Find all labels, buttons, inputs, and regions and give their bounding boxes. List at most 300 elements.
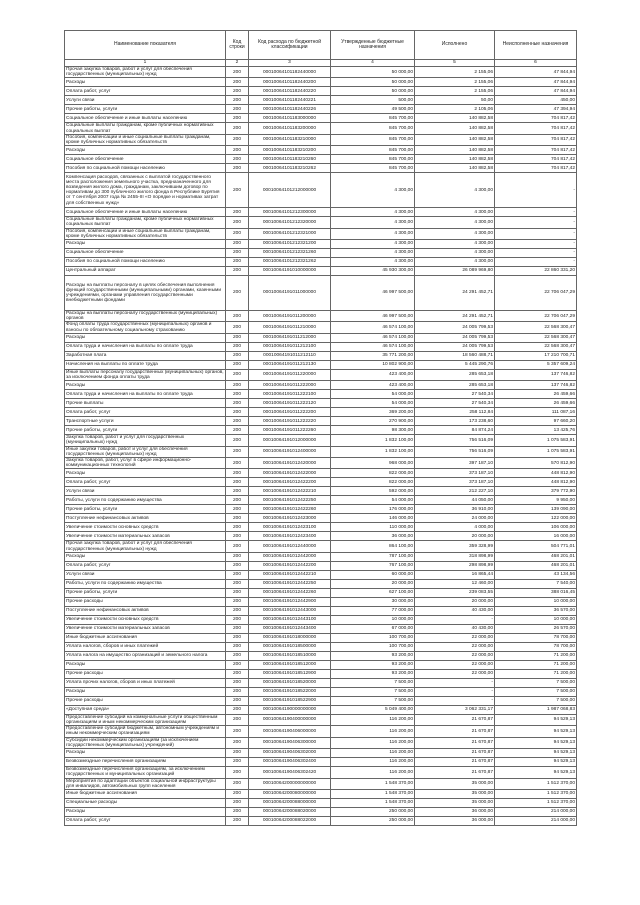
cell-executed: 21 670,87 — [415, 714, 495, 725]
table-row — [65, 446, 577, 457]
table-row — [65, 217, 577, 228]
cell-approved: 46 997 500,00 — [331, 311, 415, 322]
cell-unexecuted: 13 425,76 — [495, 426, 577, 435]
cell-line-code: 200 — [226, 807, 249, 816]
table-row — [65, 660, 577, 669]
cell-indicator-name: Оплата работ, услуг — [65, 561, 226, 570]
cell-unexecuted: - — [495, 240, 577, 249]
cell-classification-code: 00010064101182440221 — [249, 96, 331, 105]
cell-line-code: 200 — [226, 758, 249, 767]
cell-executed: 258 112,84 — [415, 408, 495, 417]
cell-classification-code: 00010064191018512900 — [249, 669, 331, 678]
cell-line-code: 200 — [226, 789, 249, 798]
cell-line-code: 200 — [226, 726, 249, 737]
cell-line-code: 200 — [226, 487, 249, 496]
cell-line-code: 200 — [226, 615, 249, 624]
cell-line-code: 200 — [226, 678, 249, 687]
cell-executed: 24 291 452,71 — [415, 276, 495, 311]
cell-unexecuted: 94 529,13 — [495, 758, 577, 767]
cell-indicator-name: Расходы — [65, 146, 226, 155]
table-row — [65, 651, 577, 660]
cell-classification-code: 00010064191018522000 — [249, 687, 331, 696]
cell-unexecuted: 26 459,66 — [495, 390, 577, 399]
cell-unexecuted: 214 000,00 — [495, 816, 577, 825]
header-line-code: Код строки — [226, 31, 249, 60]
table-row — [65, 505, 577, 514]
cell-unexecuted: - — [495, 249, 577, 258]
cell-unexecuted: 106 000,00 — [495, 523, 577, 532]
cell-executed: 22 000,00 — [415, 660, 495, 669]
cell-approved: 4 300,00 — [331, 258, 415, 267]
table-row — [65, 606, 577, 615]
cell-classification-code: 00010064191011222120 — [249, 399, 331, 408]
cell-approved: 36 000,00 — [331, 532, 415, 541]
cell-approved: 10 000,00 — [331, 615, 415, 624]
cell-approved: 46 997 500,00 — [331, 276, 415, 311]
cell-executed: 285 653,18 — [415, 381, 495, 390]
table-row — [65, 114, 577, 123]
cell-executed: 26 089 969,80 — [415, 267, 495, 276]
column-number: 5 — [415, 60, 495, 67]
cell-line-code: 200 — [226, 164, 249, 173]
cell-approved: 1 548 370,00 — [331, 778, 415, 789]
cell-approved: 845 700,00 — [331, 164, 415, 173]
cell-line-code: 200 — [226, 737, 249, 748]
cell-unexecuted: - — [495, 228, 577, 239]
cell-line-code: 200 — [226, 514, 249, 523]
cell-indicator-name: Заработная плата — [65, 351, 226, 360]
cell-approved: 93 200,00 — [331, 660, 415, 669]
cell-approved: 20 000,00 — [331, 579, 415, 588]
cell-approved: 627 100,00 — [331, 588, 415, 597]
cell-line-code: 200 — [226, 561, 249, 570]
cell-approved: 845 700,00 — [331, 114, 415, 123]
cell-classification-code: 00010064200080000000 — [249, 789, 331, 798]
cell-approved: 54 000,00 — [331, 496, 415, 505]
cell-unexecuted: 7 500,00 — [495, 678, 577, 687]
table-row — [65, 642, 577, 651]
cell-approved: 100 700,00 — [331, 642, 415, 651]
table-row — [65, 570, 577, 579]
cell-classification-code: 00010064190406300000 — [249, 737, 331, 748]
cell-classification-code: 00010064191011212000 — [249, 333, 331, 342]
cell-indicator-name: Прочие работы, услуги — [65, 426, 226, 435]
cell-executed: 35 000,00 — [415, 789, 495, 798]
cell-executed: 140 882,58 — [415, 123, 495, 134]
cell-approved: 116 200,00 — [331, 749, 415, 758]
cell-executed: 24 005 799,53 — [415, 342, 495, 351]
cell-approved: 176 000,00 — [331, 505, 415, 514]
cell-line-code: 200 — [226, 369, 249, 380]
cell-approved: 50 000,00 — [331, 67, 415, 78]
cell-executed: 2 155,06 — [415, 78, 495, 87]
cell-classification-code: 00010064191010000000 — [249, 267, 331, 276]
cell-line-code: 200 — [226, 588, 249, 597]
table-row — [65, 767, 577, 778]
table-row — [65, 552, 577, 561]
cell-executed: 2 155,06 — [415, 67, 495, 78]
cell-classification-code: 00010064191012440000 — [249, 541, 331, 552]
table-row — [65, 105, 577, 114]
cell-indicator-name: Работы, услуги по содержанию имущества — [65, 496, 226, 505]
cell-executed: 173 238,60 — [415, 417, 495, 426]
cell-line-code: 200 — [226, 687, 249, 696]
header-row — [65, 31, 577, 60]
cell-approved: 7 500,00 — [331, 687, 415, 696]
cell-classification-code: 00010064191011000000 — [249, 276, 331, 311]
cell-unexecuted: 26 570,00 — [495, 624, 577, 633]
header-unexecuted: Неисполненные назначения — [495, 31, 577, 60]
cell-executed: 22 000,00 — [415, 651, 495, 660]
cell-classification-code: 00010064191018500000 — [249, 642, 331, 651]
cell-executed: 40 430,00 — [415, 606, 495, 615]
cell-classification-code: 00010064101212000000 — [249, 173, 331, 208]
cell-line-code: 200 — [226, 624, 249, 633]
cell-indicator-name: Расходы — [65, 78, 226, 87]
cell-line-code: 200 — [226, 267, 249, 276]
cell-executed: 3 062 331,17 — [415, 705, 495, 714]
cell-executed: 20 000,00 — [415, 597, 495, 606]
table-row — [65, 789, 577, 798]
cell-executed: 22 000,00 — [415, 642, 495, 651]
cell-indicator-name: Социальные выплаты гражданам, кроме публичных нормативных социальных выплат — [65, 123, 226, 134]
cell-indicator-name: Иные выплаты персоналу государственных (муниципальных) органов, за исключением фонда оплаты труда — [66, 369, 224, 381]
cell-executed: 24 000,00 — [415, 514, 495, 523]
cell-approved: 77 000,00 — [331, 606, 415, 615]
table-row — [65, 399, 577, 408]
cell-executed: 140 882,58 — [415, 134, 495, 145]
cell-executed: 21 670,87 — [415, 737, 495, 748]
cell-indicator-name: Закупка товаров, работ и услуг для государственных (муниципальных) нужд — [65, 435, 226, 446]
cell-executed: 50,00 — [415, 96, 495, 105]
cell-line-code: 200 — [226, 360, 249, 369]
cell-classification-code: 00010064191012400000 — [249, 446, 331, 457]
cell-line-code: 200 — [226, 435, 249, 446]
cell-indicator-name: Социальное обеспечение — [65, 249, 226, 258]
table-row — [65, 333, 577, 342]
cell-approved: 1 548 370,00 — [331, 798, 415, 807]
cell-line-code: 200 — [226, 570, 249, 579]
cell-unexecuted: 47 844,94 — [495, 87, 577, 96]
cell-classification-code: 00010064190400000000 — [249, 714, 331, 725]
cell-unexecuted: 704 817,42 — [495, 164, 577, 173]
table-row — [65, 96, 577, 105]
cell-indicator-name: Субсидии некоммерческим организациям (за исключением государственных (муниципальных) учреждений) — [65, 737, 226, 748]
cell-line-code: 200 — [226, 505, 249, 514]
cell-approved: 767 100,00 — [331, 561, 415, 570]
table-row — [65, 778, 577, 789]
cell-line-code: 200 — [226, 276, 249, 311]
table-row — [65, 134, 577, 145]
cell-line-code: 200 — [226, 669, 249, 678]
cell-approved: 45 930 300,00 — [331, 267, 415, 276]
cell-approved: 60 000,00 — [331, 570, 415, 579]
cell-classification-code: 00010064101212300000 — [249, 208, 331, 217]
cell-executed: 285 653,18 — [415, 369, 495, 380]
cell-unexecuted: 704 817,42 — [495, 146, 577, 155]
cell-unexecuted: 94 529,13 — [495, 767, 577, 778]
cell-executed: 21 670,87 — [415, 726, 495, 737]
cell-approved: 822 000,00 — [331, 478, 415, 487]
cell-unexecuted: 26 459,66 — [495, 399, 577, 408]
cell-line-code: 200 — [226, 696, 249, 705]
cell-line-code: 200 — [226, 351, 249, 360]
cell-classification-code: 00010064101182440226 — [249, 105, 331, 114]
table-row — [65, 749, 577, 758]
cell-line-code: 200 — [226, 96, 249, 105]
cell-unexecuted: 7 540,00 — [495, 579, 577, 588]
table-row — [65, 146, 577, 155]
cell-approved: 93 200,00 — [331, 651, 415, 660]
cell-classification-code: 00010064191011212100 — [249, 342, 331, 351]
cell-classification-code: 00010064191012000000 — [249, 435, 331, 446]
cell-indicator-name: Социальное обеспечение — [65, 155, 226, 164]
cell-unexecuted: 97 660,20 — [495, 417, 577, 426]
cell-approved: 4 300,00 — [331, 217, 415, 228]
header-approved: Утвержденные бюджетные назначения — [331, 31, 415, 60]
cell-indicator-name: Расходы на выплаты персоналу государственных (муниципальных) органов — [65, 311, 226, 322]
cell-indicator-name: Расходы — [65, 469, 226, 478]
cell-indicator-name: Увеличение стоимости основных средств — [65, 615, 226, 624]
cell-executed: - — [415, 615, 495, 624]
table-row — [65, 258, 577, 267]
cell-classification-code: 00010064200088022000 — [249, 816, 331, 825]
cell-unexecuted: 10 000,00 — [495, 615, 577, 624]
header-executed: Исполнено — [415, 31, 495, 60]
cell-line-code: 200 — [226, 496, 249, 505]
cell-indicator-name: Иные бюджетные ассигнования — [65, 633, 226, 642]
cell-executed: - — [415, 696, 495, 705]
cell-approved: 845 700,00 — [331, 134, 415, 145]
cell-line-code: 200 — [226, 523, 249, 532]
cell-line-code: 200 — [226, 660, 249, 669]
cell-unexecuted: 1 512 370,00 — [495, 789, 577, 798]
table-row — [65, 67, 577, 78]
cell-executed: 359 328,99 — [415, 541, 495, 552]
cell-line-code: 200 — [226, 597, 249, 606]
cell-indicator-name: Прочие расходы — [65, 696, 226, 705]
table-row — [65, 532, 577, 541]
cell-indicator-name: Оплата труда и начисления на выплаты по оплате труда — [65, 342, 226, 351]
cell-executed: 4 300,00 — [415, 258, 495, 267]
cell-approved: 116 200,00 — [331, 726, 415, 737]
table-row — [65, 311, 577, 322]
report-sheet — [64, 30, 576, 826]
cell-executed: 27 540,34 — [415, 399, 495, 408]
cell-unexecuted: 379 772,90 — [495, 487, 577, 496]
cell-approved: 116 200,00 — [331, 767, 415, 778]
cell-classification-code: 00010064101212320000 — [249, 217, 331, 228]
table-row — [65, 561, 577, 570]
column-number: 4 — [331, 60, 415, 67]
cell-classification-code: 00010064101183210200 — [249, 146, 331, 155]
cell-executed: 4 300,00 — [415, 249, 495, 258]
cell-line-code: 200 — [226, 778, 249, 789]
table-row — [65, 208, 577, 217]
cell-approved: 592 000,00 — [331, 487, 415, 496]
cell-indicator-name: Прочие расходы — [65, 597, 226, 606]
cell-executed: 44 050,00 — [415, 496, 495, 505]
cell-executed: 36 000,00 — [415, 816, 495, 825]
cell-classification-code: 00010064191011210000 — [249, 322, 331, 333]
cell-executed: 4 300,00 — [415, 228, 495, 239]
cell-indicator-name: Прочие выплаты — [65, 399, 226, 408]
table-body — [65, 67, 577, 826]
cell-unexecuted: 7 500,00 — [495, 687, 577, 696]
column-number: 1 — [65, 60, 226, 67]
cell-unexecuted: 17 210 700,71 — [495, 351, 577, 360]
cell-line-code: 200 — [226, 208, 249, 217]
cell-classification-code: 00010064191012443000 — [249, 606, 331, 615]
table-row — [65, 478, 577, 487]
table-row — [65, 696, 577, 705]
cell-approved: 46 574 100,00 — [331, 333, 415, 342]
cell-executed: 239 083,55 — [415, 588, 495, 597]
cell-executed: 27 540,34 — [415, 390, 495, 399]
cell-approved: 146 000,00 — [331, 514, 415, 523]
cell-executed: 4 300,00 — [415, 208, 495, 217]
cell-classification-code: 00010064191018522900 — [249, 696, 331, 705]
cell-executed: 20 000,00 — [415, 532, 495, 541]
cell-executed: - — [415, 687, 495, 696]
table-row — [65, 408, 577, 417]
cell-approved: 67 000,00 — [331, 624, 415, 633]
cell-executed: 373 187,10 — [415, 478, 495, 487]
table-row — [65, 597, 577, 606]
cell-classification-code: 00010064200000000000 — [249, 778, 331, 789]
cell-executed: 24 005 799,53 — [415, 333, 495, 342]
cell-classification-code: 00010064191018510000 — [249, 651, 331, 660]
cell-classification-code: 00010064190406302000 — [249, 749, 331, 758]
cell-line-code: 200 — [226, 408, 249, 417]
cell-line-code: 200 — [226, 78, 249, 87]
cell-executed: - — [415, 678, 495, 687]
cell-unexecuted: 1 075 583,91 — [495, 446, 577, 457]
cell-approved: 1 832 100,00 — [331, 446, 415, 457]
cell-approved: 500,00 — [331, 96, 415, 105]
cell-indicator-name: Иные закупки товаров, работ и услуг для обеспечения государственных (муниципальных) нужд — [65, 446, 226, 457]
table-row — [65, 276, 577, 311]
cell-classification-code: 00010064191011222200 — [249, 408, 331, 417]
cell-executed: 21 670,87 — [415, 767, 495, 778]
cell-unexecuted: - — [495, 173, 577, 208]
cell-approved: 270 900,00 — [331, 417, 415, 426]
cell-classification-code: 00010064101182440000 — [249, 67, 331, 78]
cell-approved: 4 300,00 — [331, 228, 415, 239]
cell-classification-code: 00010064101212321262 — [249, 258, 331, 267]
cell-indicator-name: Расходы — [65, 333, 226, 342]
table-row — [65, 523, 577, 532]
cell-indicator-name: Закупка товаров, работ, услуг в сфере информационно-коммуникационных технологий — [65, 458, 226, 469]
cell-executed: 373 187,10 — [415, 469, 495, 478]
cell-classification-code: 00010064200088000000 — [249, 798, 331, 807]
cell-indicator-name: Мероприятия по адаптации объектов социальной инфраструктуры для инвалидов, автомобильных групп населения — [65, 778, 226, 789]
cell-line-code: 200 — [226, 579, 249, 588]
cell-classification-code: 00010064101183200000 — [249, 123, 331, 134]
cell-classification-code: 00010064191012422250 — [249, 496, 331, 505]
cell-indicator-name: Специальные расходы — [65, 798, 226, 807]
cell-indicator-name: Фонд оплаты труда государственных (муниципальных) органов и взносы по обязательному социальному страхованию — [65, 322, 226, 333]
cell-indicator-name: Транспортные услуги — [65, 417, 226, 426]
cell-unexecuted: 16 000,00 — [495, 532, 577, 541]
cell-unexecuted: 22 568 300,47 — [495, 342, 577, 351]
cell-classification-code: 00010064101212321200 — [249, 240, 331, 249]
cell-indicator-name: Уплата налогов, сборов и иных платежей — [65, 642, 226, 651]
cell-unexecuted: 570 812,90 — [495, 458, 577, 469]
cell-line-code: 200 — [226, 258, 249, 267]
cell-executed: 24 291 452,71 — [415, 311, 495, 322]
cell-indicator-name: Поступление нефинансовых активов — [65, 606, 226, 615]
table-row — [65, 78, 577, 87]
cell-approved: 54 000,00 — [331, 390, 415, 399]
table-row — [65, 687, 577, 696]
cell-approved: 4 300,00 — [331, 173, 415, 208]
cell-unexecuted: 47 394,94 — [495, 105, 577, 114]
cell-approved: 110 000,00 — [331, 523, 415, 532]
cell-indicator-name: Расходы — [65, 552, 226, 561]
cell-indicator-name: Прочие работы, услуги — [65, 105, 226, 114]
cell-classification-code: 00010064101212321260 — [249, 249, 331, 258]
table-row — [65, 737, 577, 748]
cell-line-code: 200 — [226, 714, 249, 725]
cell-unexecuted: 7 500,00 — [495, 696, 577, 705]
cell-executed: 21 670,87 — [415, 758, 495, 767]
cell-unexecuted: 139 090,00 — [495, 505, 577, 514]
cell-indicator-name: Расходы — [65, 749, 226, 758]
header-indicator-name: Наименование показателя — [65, 31, 226, 60]
cell-line-code: 200 — [226, 333, 249, 342]
cell-executed: 298 898,99 — [415, 561, 495, 570]
cell-approved: 1 832 100,00 — [331, 435, 415, 446]
cell-classification-code: 00010064101182440220 — [249, 87, 331, 96]
cell-unexecuted: 22 568 300,47 — [495, 322, 577, 333]
cell-executed: 21 670,87 — [415, 749, 495, 758]
cell-classification-code: 00010064101212321000 — [249, 228, 331, 239]
cell-executed: 4 300,00 — [415, 217, 495, 228]
cell-line-code: 200 — [226, 541, 249, 552]
cell-line-code: 200 — [226, 749, 249, 758]
table-row — [65, 496, 577, 505]
cell-classification-code: 00010064191012443100 — [249, 615, 331, 624]
table-row — [65, 469, 577, 478]
cell-indicator-name: Увеличение стоимости материальных запасов — [65, 532, 226, 541]
cell-executed: 22 000,00 — [415, 633, 495, 642]
cell-executed: 4 000,00 — [415, 523, 495, 532]
table-row — [65, 726, 577, 737]
cell-approved: 116 200,00 — [331, 737, 415, 748]
table-row — [65, 458, 577, 469]
table-row — [65, 342, 577, 351]
cell-classification-code: 00010064191012422260 — [249, 505, 331, 514]
cell-unexecuted: 1 987 068,83 — [495, 705, 577, 714]
cell-indicator-name: Социальное обеспечение и иные выплаты населению — [65, 208, 226, 217]
cell-line-code: 200 — [226, 381, 249, 390]
cell-unexecuted: 704 817,42 — [495, 134, 577, 145]
cell-unexecuted: 468 201,01 — [495, 561, 577, 570]
cell-classification-code: 00010064191012442200 — [249, 561, 331, 570]
cell-indicator-name: Безвозмездные перечисления организациям — [65, 758, 226, 767]
cell-unexecuted: - — [495, 217, 577, 228]
cell-line-code: 200 — [226, 469, 249, 478]
cell-indicator-name: Услуги связи — [65, 487, 226, 496]
cell-unexecuted: 1 075 583,91 — [495, 435, 577, 446]
cell-indicator-name: Пособия, компенсации и иные социальные выплаты гражданам, кроме публичных нормативных обязательств — [65, 228, 226, 239]
cell-classification-code: 00010064191012422000 — [249, 469, 331, 478]
cell-classification-code: 00010064101183210262 — [249, 164, 331, 173]
cell-indicator-name: Оплата работ, услуг — [65, 816, 226, 825]
cell-line-code: 200 — [226, 217, 249, 228]
cell-unexecuted: 214 000,00 — [495, 807, 577, 816]
